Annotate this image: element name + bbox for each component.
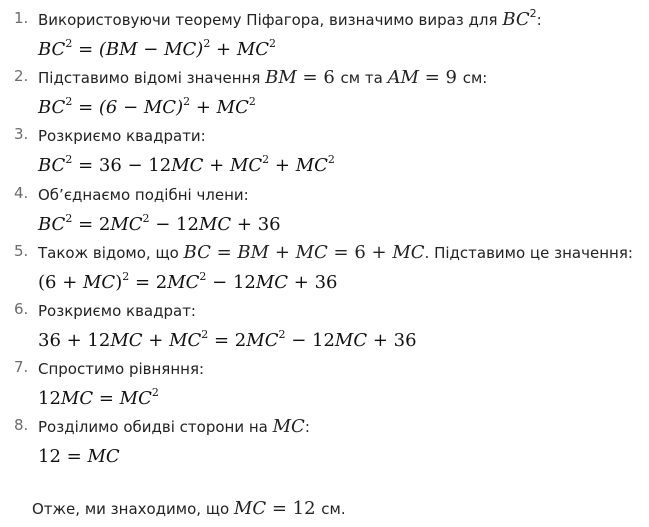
- step-number: 5.: [14, 241, 29, 260]
- step-formula: $BC^2 = (6 - MC)^2 + MC^2$: [38, 95, 256, 119]
- step-formula: $BC^2 = 36 - 12MC + MC^2 + MC^2$: [38, 153, 335, 177]
- step-text: Також відомо, що BC = BM + MC = 6 + MC. Підставимо це значення:: [38, 241, 633, 263]
- step-text: Спростимо рівняння:: [38, 360, 205, 379]
- step-number: 1.: [14, 9, 29, 27]
- step-number: 6.: [14, 299, 29, 318]
- solution-steps: [0, 6, 649, 472]
- step-number: 7.: [14, 358, 29, 377]
- step-2: [0, 64, 649, 122]
- step-formula: $BC^2 = 2MC^2 - 12MC + 36$: [38, 211, 281, 235]
- step-number: 3.: [14, 125, 29, 144]
- step-text: Розкриємо квадрат:: [38, 301, 196, 320]
- step-formula: $BC^2 = (BM - MC)^2 + MC^2$: [38, 37, 277, 60]
- step-7: [0, 355, 649, 413]
- step-text: Об’єднаємо подібні члени:: [38, 185, 249, 204]
- math-var: BC: [502, 9, 530, 30]
- step-formula: $12MC = MC^2$: [38, 386, 159, 410]
- step-text: Використовуючи теорему Піфагора, визначимо вираз для $BC^2$:: [38, 7, 542, 30]
- step-text: Розкриємо квадрати:: [38, 127, 206, 146]
- step-formula: $(6 + MC)^2 = 2MC^2 - 12MC + 36$: [38, 269, 338, 293]
- step-4: [0, 181, 649, 239]
- step-6: [0, 297, 649, 355]
- step-3: [0, 122, 649, 180]
- step-number: 4.: [14, 183, 29, 202]
- step-formula: 12 = MC: [38, 446, 120, 468]
- step-8: [0, 413, 649, 471]
- step-5: [0, 239, 649, 297]
- conclusion: Отже, ми знаходимо, що MC = 12 см.: [32, 498, 346, 519]
- step-formula: $36 + 12MC + MC^2 = 2MC^2 - 12MC + 36$: [38, 327, 417, 351]
- step-number: 8.: [14, 416, 29, 435]
- step-text: Розділимо обидві сторони на MC:: [38, 416, 310, 438]
- step-number: 2.: [14, 67, 29, 86]
- step-text: Підставимо відомі значення BM = 6 см та AM = 9 см:: [38, 67, 488, 89]
- step-1: [0, 6, 649, 64]
